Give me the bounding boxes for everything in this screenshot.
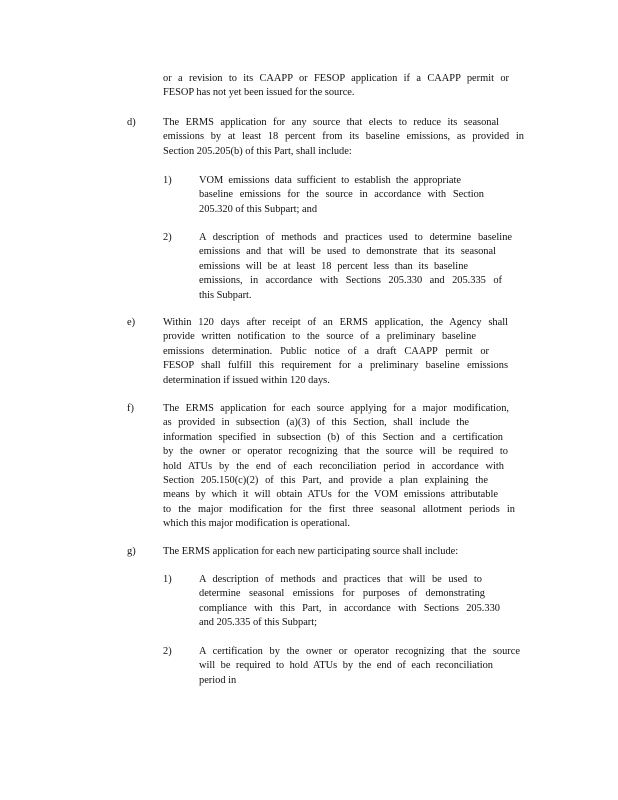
paragraph-label-g: g) [127,546,136,557]
text-line: compliance with this Part, in accordance with Sections 205.330 [199,602,500,614]
text-line: emissions determination. Public notice of a draft CAAPP permit or [163,345,489,357]
text-line: 205.320 of this Subpart; and [199,203,318,215]
text-line: will be required to hold ATUs by the end of each reconciliation [199,660,493,672]
intro-paragraph [163,72,509,101]
item-d-1 [199,174,484,217]
text-line: Section 205.205(b) of this Part, shall include: [163,145,352,157]
text-line: emissions will be at least 18 percent less than its baseline [199,260,468,272]
item-g-1 [199,573,500,631]
text-line: information specified in subsection (b) of this Section and a certification [163,431,503,443]
text-line: and 205.335 of this Subpart; [199,617,318,629]
item-d-2 [199,231,512,303]
text-line: determine seasonal emissions for purposes of demonstrating [199,588,485,600]
text-line: determination if issued within 120 days. [163,374,330,386]
text-line: baseline emissions for the source in accordance with Section [199,189,484,201]
text-line: FESOP has not yet been issued for the source. [163,87,355,99]
item-g-2 [199,645,520,688]
text-line: provide written notification to the source of a preliminary baseline [163,331,476,343]
item-label-d-2: 2) [163,232,172,243]
paragraph-g [163,545,503,559]
paragraph-e [163,316,508,388]
text-line: emissions by at least 18 percent from its baseline emissions, as provided in [163,131,524,143]
text-line: which this major modification is operational. [163,518,350,530]
text-line: by the owner or operator recognizing that the source will be required to [163,446,508,458]
paragraph-label-d: d) [127,117,136,128]
text-line: Section 205.150(c)(2) of this Part, and provide a plan explaining the [163,475,488,487]
text-line: hold ATUs by the end of each reconciliation period in accordance with [163,460,504,472]
text-line: to the major modification for the first three seasonal allotment periods in [163,503,515,515]
text-line: Within 120 days after receipt of an ERMS application, the Agency shall [163,317,508,328]
paragraph-label-e: e) [127,317,136,328]
text-line: A description of methods and practices used to determine baseline [199,232,512,243]
text-line: emissions, in accordance with Sections 205.330 and 205.335 of [199,275,502,287]
text-line: The ERMS application for each new participating source shall include: [163,546,459,557]
text-line: or a revision to its CAAPP or FESOP application if a CAAPP permit or [163,73,509,84]
paragraph-label-f: f) [127,403,134,414]
text-line: means by which it will obtain ATUs for the VOM emissions attributable [163,489,498,501]
text-line: A certification by the owner or operator recognizing that the source [199,646,520,657]
paragraph-f [163,402,515,532]
text-line: A description of methods and practices that will be used to [199,574,482,585]
text-line: this Subpart. [199,289,252,301]
paragraph-d [163,116,524,159]
text-line: VOM emissions data sufficient to establish the appropriate [199,175,461,186]
item-label-g-2: 2) [163,646,172,657]
text-line: The ERMS application for any source that elects to reduce its seasonal [163,117,499,128]
text-line: FESOP shall fulfill this requirement for a preliminary baseline emissions [163,360,508,372]
text-line: as provided in subsection (a)(3) of this Section, shall include the [163,417,469,429]
text-line: emissions and that will be used to demonstrate that its seasonal [199,246,496,258]
text-line: period in [199,674,237,686]
item-label-g-1: 1) [163,574,172,585]
item-label-d-1: 1) [163,175,172,186]
text-line: The ERMS application for each source applying for a major modification, [163,403,509,414]
